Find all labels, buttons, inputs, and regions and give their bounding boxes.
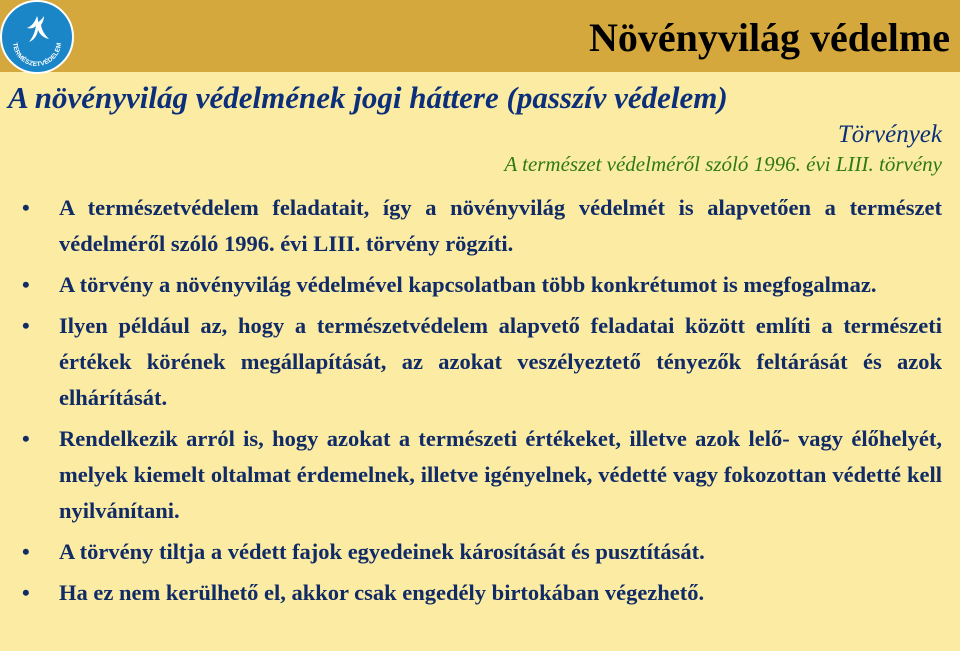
law-category-label: Törvények (837, 121, 942, 148)
termeszetvedelem-logo (0, 0, 74, 74)
bullet-dot-icon: • (22, 313, 30, 338)
law-name: A természet védelméről szóló 1996. évi LIII. törvény (504, 152, 942, 176)
bullet-item (22, 267, 942, 303)
bullet-item (22, 308, 942, 416)
bullet-item (22, 421, 942, 529)
slide-subtitle: A növényvilág védelmének jogi háttere (passzív védelem) (8, 80, 728, 115)
bullet-text: Ilyen például az, hogy a természetvédelem alapvető feladatai között említi a természeti értékek körének megállapítását, az azokat veszélyeztető tényezők feltárását és azok elhárítását. (59, 313, 942, 410)
bullet-item (22, 190, 942, 262)
svg-text:TERMÉSZETVÉDELEM (11, 42, 63, 68)
bullet-item (22, 534, 942, 570)
bullet-text: A törvény a növényvilág védelmével kapcsolatban több konkrétumot is megfogalmaz. (59, 272, 877, 297)
bullet-text: Rendelkezik arról is, hogy azokat a természeti értékeket, illetve azok lelő- vagy élőhelyét, melyek kiemelt oltalmat érdemelnek, illetve igényelnek, védetté vagy fokozottan védetté kell nyilvánítani. (59, 426, 942, 523)
bird-icon (2, 2, 72, 72)
bullet-dot-icon: • (22, 272, 30, 297)
bullet-item (22, 575, 942, 611)
slide-title: Növényvilág védelme (588, 15, 950, 60)
bullet-list (22, 190, 942, 616)
bullet-text: A törvény tiltja a védett fajok egyedeinek károsítását és pusztítását. (59, 539, 705, 564)
bullet-dot-icon: • (22, 539, 30, 564)
bullet-dot-icon: • (22, 426, 30, 451)
bullet-text: Ha ez nem kerülhető el, akkor csak engedély birtokában végezhető. (59, 580, 705, 605)
logo-text: TERMÉSZETVÉDELEM (10, 42, 64, 69)
bullet-dot-icon: • (22, 195, 30, 220)
bullet-text: A természetvédelem feladatait, így a növényvilág védelmét is alapvetően a természet védelméről szóló 1996. évi LIII. törvény rögzíti. (59, 195, 942, 256)
bullet-dot-icon: • (22, 580, 30, 605)
